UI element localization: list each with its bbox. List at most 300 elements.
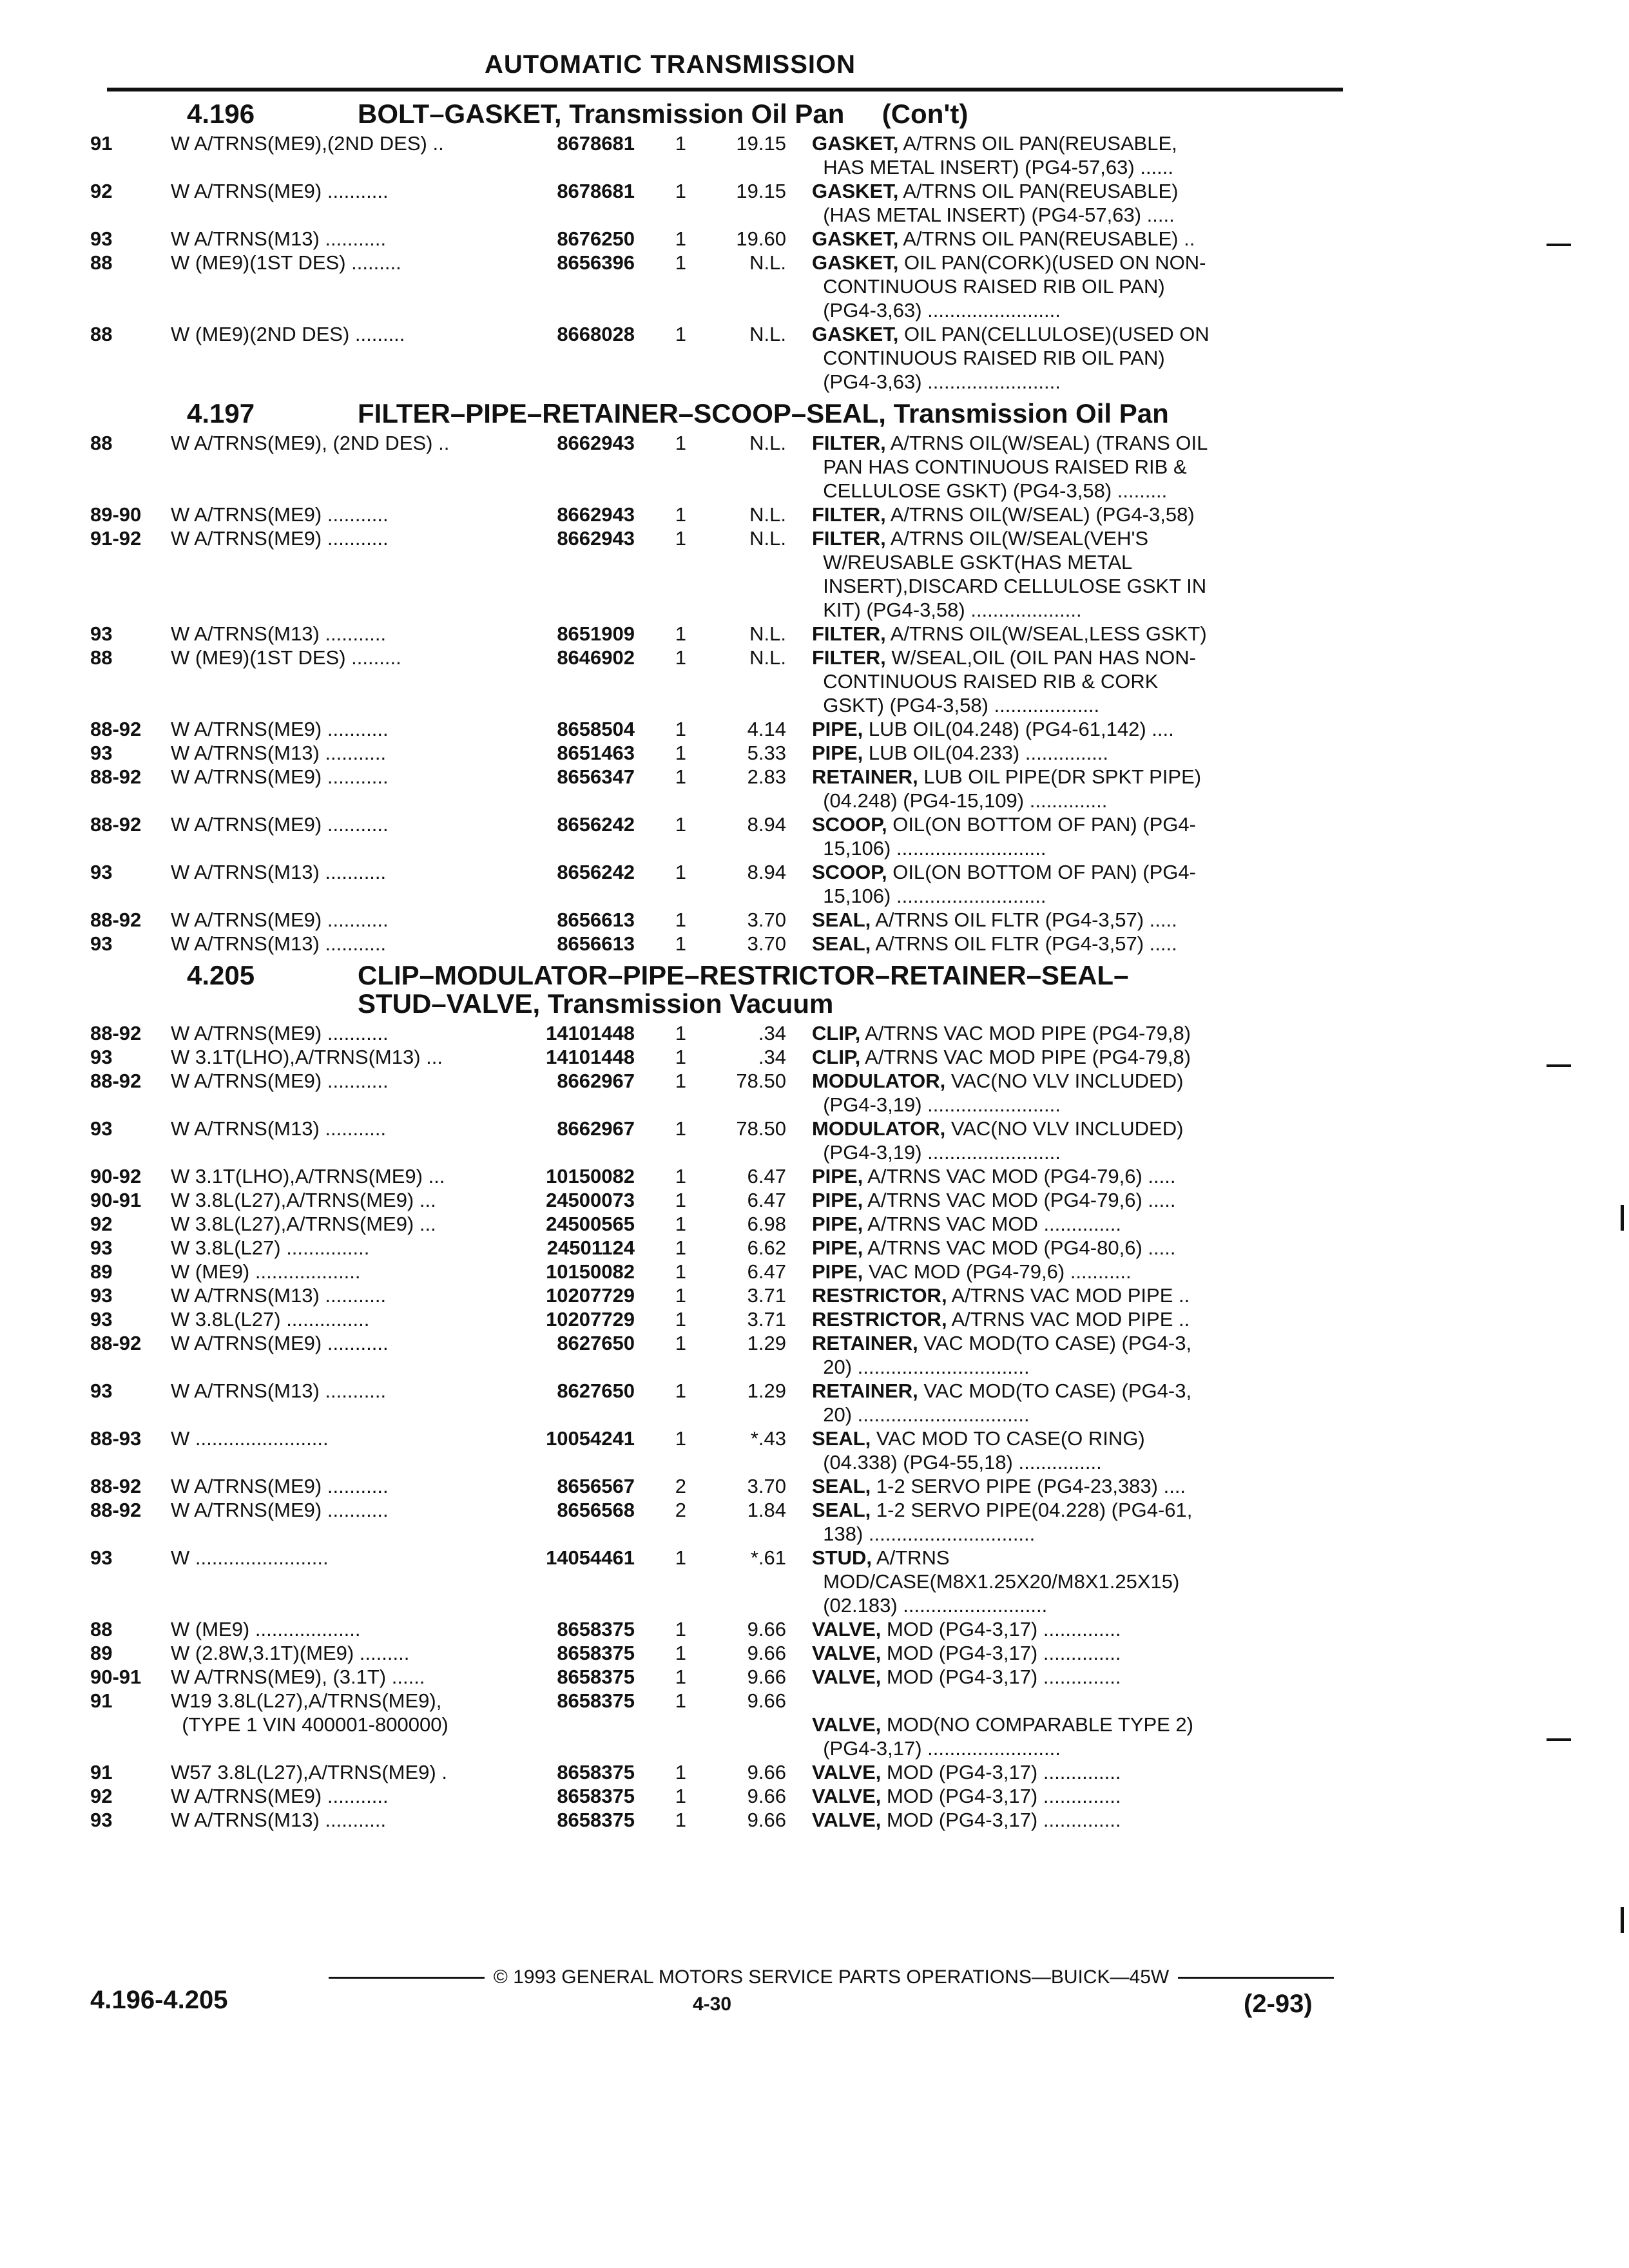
part-detail: MOD/CASE(M8X1.25X20/M8X1.25X15) [812,1570,1180,1593]
part-number: 8658375 [557,1689,635,1712]
margin-bar [1621,1205,1624,1231]
part-number: 8627650 [557,1332,635,1354]
model-year: 88-92 [90,765,142,788]
part-name: PIPE, [812,1260,863,1283]
application: W A/TRNS(ME9) ........... [171,1785,389,1807]
model-year: 91-92 [90,527,142,550]
part-number: 8662967 [557,1070,635,1092]
part-row [90,1474,1347,1498]
section-title: FILTER–PIPE–RETAINER–SCOOP–SEAL, Transmission Oil Pan [358,398,1169,428]
model-year: 90-91 [90,1189,142,1211]
part-detail: A/TRNS [872,1546,950,1569]
part-number: 8678681 [557,180,635,202]
model-year: 92 [90,1213,113,1235]
quantity: 1 [675,1642,686,1664]
part-detail: LUB OIL(04.248) (PG4-61,142) .... [863,718,1174,740]
application: W A/TRNS(ME9) ........... [171,1499,389,1521]
margin-tick [1547,1738,1571,1741]
part-detail: LUB OIL PIPE(DR SPKT PIPE) [918,765,1202,788]
part-name: PIPE, [812,1213,863,1235]
model-year: 89 [90,1260,113,1283]
model-year: 88 [90,646,113,669]
application: W A/TRNS(ME9) ........... [171,908,389,931]
description-line [812,574,1276,598]
part-detail: INSERT),DISCARD CELLULOSE GSKT IN [812,575,1207,597]
price: *.43 [750,1427,786,1450]
part-number: 8656396 [557,251,635,274]
part-row [90,1117,1347,1164]
part-row [90,1427,1347,1474]
section-number-spacer [90,989,358,1019]
section-number: 4.196 [187,99,255,129]
footer-page-number: 4-30 [693,1994,732,2015]
application: W A/TRNS(M13) ........... [171,1809,387,1831]
model-year: 88-92 [90,908,142,931]
part-detail: MOD (PG4-3,17) .............. [881,1642,1121,1664]
footer-copyright: © 1993 GENERAL MOTORS SERVICE PARTS OPERATIONS—BUICK—45W [493,1966,1170,1988]
part-number: 8656568 [557,1499,635,1521]
description-line [812,131,1276,155]
model-year: 88-92 [90,813,142,836]
part-detail: A/TRNS VAC MOD (PG4-80,6) ..... [863,1236,1176,1259]
part-row [90,860,1347,908]
part-row [90,1260,1347,1283]
part-row [90,1784,1347,1808]
price: 6.98 [747,1213,786,1235]
model-year: 92 [90,180,113,202]
description [786,526,1276,622]
part-row [90,1546,1347,1617]
price: 6.47 [747,1260,786,1283]
price: *.61 [750,1546,786,1569]
part-detail: A/TRNS OIL PAN(REUSABLE) [898,180,1179,202]
part-row [90,322,1347,394]
quantity: 1 [675,765,686,788]
part-number: 24500565 [546,1213,635,1235]
part-row [90,908,1347,932]
price: 3.71 [747,1284,786,1307]
description-line [812,1474,1276,1498]
part-number: 10207729 [546,1308,635,1331]
part-detail: (PG4-3,63) ........................ [812,370,1061,393]
part-name: GASKET, [812,251,899,274]
description [786,1808,1276,1832]
price: 6.47 [747,1189,786,1211]
quantity: 1 [675,646,686,669]
quantity: 1 [675,1689,686,1712]
part-detail: MOD (PG4-3,17) .............. [881,1761,1121,1783]
quantity: 1 [675,1070,686,1092]
part-name: CLIP, [812,1022,861,1044]
part-number: 8656613 [557,932,635,955]
part-detail: (HAS METAL INSERT) (PG4-57,63) ..... [812,204,1175,226]
description-line [812,1021,1276,1045]
price: 5.33 [747,742,786,764]
description-line [812,455,1276,479]
description-line [812,646,1276,669]
part-number: 10054241 [546,1427,635,1450]
model-year: 93 [90,1046,113,1068]
part-detail: (PG4-3,63) ........................ [812,299,1061,322]
description [786,1188,1276,1212]
quantity: 1 [675,742,686,764]
model-year: 90-91 [90,1666,142,1688]
application: W A/TRNS(ME9) ........... [171,718,389,740]
part-name: FILTER, [812,432,886,454]
part-name: PIPE, [812,1165,863,1187]
part-detail: A/TRNS OIL(W/SEAL) (PG4-3,58) [885,503,1195,526]
section-title: CLIP–MODULATOR–PIPE–RESTRICTOR–RETAINER–SEAL– [358,960,1129,990]
description [786,179,1276,227]
part-detail: A/TRNS VAC MOD .............. [863,1213,1122,1235]
application: W19 3.8L(L27),A/TRNS(ME9), (TYPE 1 VIN 400001-800000) [171,1689,448,1736]
model-year: 92 [90,1785,113,1807]
description-line [812,1331,1276,1355]
description-line [812,1236,1276,1260]
description [786,1260,1276,1283]
price: 9.66 [747,1761,786,1783]
description [786,908,1276,932]
part-name: VALVE, [812,1713,882,1736]
application: W 3.8L(L27) ............... [171,1308,370,1331]
description [786,1331,1276,1379]
description-line [812,1069,1276,1093]
part-row [90,1641,1347,1665]
part-detail: W/SEAL,OIL (OIL PAN HAS NON- [885,646,1196,669]
description-line [812,227,1276,251]
description-line [812,908,1276,932]
part-detail: 15,106) ........................... [812,885,1046,907]
price: N.L. [749,432,786,454]
price: 2.83 [747,765,786,788]
quantity: 1 [675,1284,686,1307]
quantity: 1 [675,813,686,836]
part-detail: HAS METAL INSERT) (PG4-57,63) ...... [812,156,1174,178]
description-line [812,836,1276,860]
model-year: 93 [90,1284,113,1307]
description [786,1689,1276,1760]
part-name: MODULATOR, [812,1070,946,1092]
description-line [812,550,1276,574]
description-line [812,812,1276,836]
application: W 3.1T(LHO),A/TRNS(M13) ... [171,1046,443,1068]
description-line [812,346,1276,370]
part-detail: A/TRNS VAC MOD PIPE .. [947,1308,1190,1331]
description [786,1784,1276,1808]
part-number: 8658375 [557,1785,635,1807]
part-name: RESTRICTOR, [812,1284,947,1307]
part-detail: OIL PAN(CELLULOSE)(USED ON [898,323,1210,345]
part-detail: VAC MOD(TO CASE) (PG4-3, [918,1332,1192,1354]
description-line [812,1355,1276,1379]
quantity: 1 [675,1761,686,1783]
application: W A/TRNS(M13) ........... [171,227,387,250]
model-year: 88-92 [90,718,142,740]
description [786,765,1276,812]
section-number: 4.205 [187,960,255,990]
part-number: 8658375 [557,1642,635,1664]
part-name: FILTER, [812,503,886,526]
description [786,1665,1276,1689]
price: 3.70 [747,1475,786,1497]
description-line [812,1164,1276,1188]
description-line [812,1045,1276,1069]
description-line [812,1641,1276,1665]
application: W (ME9)(1ST DES) ......... [171,251,401,274]
quantity: 1 [675,908,686,931]
part-row [90,765,1347,812]
description [786,717,1276,741]
part-row [90,1069,1347,1117]
part-number: 8656242 [557,861,635,883]
footer-copyright-line [329,1966,1334,1988]
description-line [812,884,1276,908]
description [786,1307,1276,1331]
price: 78.50 [736,1117,786,1140]
quantity: 1 [675,622,686,645]
description-line [812,1117,1276,1140]
margin-tick [1547,1064,1571,1067]
quantity: 1 [675,1546,686,1569]
part-number: 10150082 [546,1165,635,1187]
part-name: PIPE, [812,1236,863,1259]
description-line [812,155,1276,179]
description-line [812,669,1276,693]
part-row [90,1689,1347,1760]
description-line [812,1689,1276,1713]
application: W A/TRNS(ME9) ........... [171,180,389,202]
description-line [812,503,1276,526]
description-line [812,1570,1276,1593]
part-number: 8662943 [557,503,635,526]
quantity: 1 [675,1165,686,1187]
model-year: 93 [90,932,113,955]
model-year: 91 [90,1761,113,1783]
part-name: SCOOP, [812,813,887,836]
part-number: 14101448 [546,1022,635,1044]
description-line [812,1140,1276,1164]
part-detail: A/TRNS VAC MOD PIPE .. [947,1284,1190,1307]
application: W A/TRNS(M13) ........... [171,742,387,764]
price: 8.94 [747,813,786,836]
description-line [812,1593,1276,1617]
application: W A/TRNS(ME9) ........... [171,503,389,526]
quantity: 1 [675,251,686,274]
description [786,1760,1276,1784]
description-line [812,1260,1276,1283]
part-number: 8658375 [557,1809,635,1831]
part-row [90,526,1347,622]
part-detail: PAN HAS CONTINUOUS RAISED RIB & [812,456,1187,478]
part-name: SCOOP, [812,861,887,883]
price: .34 [758,1046,786,1068]
part-number: 8662967 [557,1117,635,1140]
part-number: 10150082 [546,1260,635,1283]
part-number: 8676250 [557,227,635,250]
price: 3.71 [747,1308,786,1331]
parts-listing [90,94,1347,1832]
margin-tick [1547,244,1571,246]
part-number: 8656613 [557,908,635,931]
description [786,812,1276,860]
quantity: 1 [675,1022,686,1044]
description-line [812,251,1276,274]
quantity: 1 [675,180,686,202]
part-row [90,1188,1347,1212]
part-detail: KIT) (PG4-3,58) .................... [812,599,1082,621]
quantity: 1 [675,1618,686,1640]
quantity: 1 [675,1332,686,1354]
price: 6.47 [747,1165,786,1187]
price: 3.70 [747,932,786,955]
description-line [812,179,1276,203]
part-detail: GSKT) (PG4-3,58) ................... [812,694,1100,716]
part-detail: OIL PAN(CORK)(USED ON NON- [898,251,1206,274]
part-detail: A/TRNS VAC MOD (PG4-79,6) ..... [863,1165,1176,1187]
description [786,1379,1276,1427]
quantity: 1 [675,132,686,155]
description-line [812,370,1276,394]
model-year: 93 [90,227,113,250]
application: W 3.8L(L27),A/TRNS(ME9) ... [171,1189,436,1211]
part-detail: A/TRNS OIL FLTR (PG4-3,57) ..... [871,908,1177,931]
part-name: VALVE, [812,1666,882,1688]
section-title: BOLT–GASKET, Transmission Oil Pan (Con't) [358,99,969,129]
description-line [812,622,1276,646]
part-number: 8658375 [557,1761,635,1783]
part-detail: OIL(ON BOTTOM OF PAN) (PG4- [887,861,1196,883]
part-detail: MOD (PG4-3,17) .............. [881,1666,1121,1688]
description-line [812,1522,1276,1546]
part-detail: CONTINUOUS RAISED RIB & CORK [812,670,1159,693]
part-number: 8678681 [557,132,635,155]
description [786,1641,1276,1665]
description [786,1164,1276,1188]
description-line [812,1713,1276,1736]
part-detail: (PG4-3,19) ........................ [812,1141,1061,1164]
part-row [90,1617,1347,1641]
part-detail: A/TRNS OIL PAN(REUSABLE, [898,132,1177,155]
part-row [90,1021,1347,1045]
part-name: VALVE, [812,1785,882,1807]
part-name: GASKET, [812,227,899,250]
part-number: 8656567 [557,1475,635,1497]
part-name: GASKET, [812,323,899,345]
description-line [812,765,1276,789]
model-year: 88 [90,251,113,274]
quantity: 1 [675,1189,686,1211]
margin-bar [1621,1907,1624,1933]
part-number: 24500073 [546,1189,635,1211]
part-name: SEAL, [812,1475,871,1497]
price: 9.66 [747,1666,786,1688]
application: W ........................ [171,1546,329,1569]
price: N.L. [749,251,786,274]
part-number: 8658375 [557,1666,635,1688]
description [786,932,1276,956]
description-line [812,1760,1276,1784]
part-name: GASKET, [812,180,899,202]
price: 8.94 [747,861,786,883]
part-detail: W/REUSABLE GSKT(HAS METAL [812,551,1133,573]
description-line [812,479,1276,503]
part-detail: CONTINUOUS RAISED RIB OIL PAN) [812,275,1165,298]
quantity: 1 [675,1117,686,1140]
part-name: PIPE, [812,742,863,764]
part-row [90,1307,1347,1331]
part-detail: 1-2 SERVO PIPE(04.228) (PG4-61, [871,1499,1193,1521]
part-name: FILTER, [812,622,886,645]
description-line [812,1736,1276,1760]
quantity: 1 [675,1308,686,1331]
part-name: CLIP, [812,1046,861,1068]
model-year: 93 [90,1809,113,1831]
price: 1.29 [747,1332,786,1354]
part-row [90,1331,1347,1379]
price: 19.60 [736,227,786,250]
part-detail: CELLULOSE GSKT) (PG4-3,58) ......... [812,479,1168,502]
description [786,1069,1276,1117]
part-name: STUD, [812,1546,872,1569]
part-detail: 15,106) ........................... [812,837,1046,860]
model-year: 93 [90,1308,113,1331]
description [786,227,1276,251]
price: 9.66 [747,1689,786,1712]
description [786,431,1276,503]
part-number: 8627650 [557,1379,635,1402]
part-detail: 138) .............................. [812,1523,1036,1545]
model-year: 89-90 [90,503,142,526]
application: W A/TRNS(ME9) ........... [171,813,389,836]
section-number: 4.197 [187,398,255,428]
part-detail: OIL(ON BOTTOM OF PAN) (PG4- [887,813,1196,836]
part-name: VALVE, [812,1761,882,1783]
part-row [90,717,1347,741]
part-row [90,1212,1347,1236]
description [786,1236,1276,1260]
description-line [812,1307,1276,1331]
price: 1.29 [747,1379,786,1402]
part-name: RETAINER, [812,765,918,788]
description-line [812,1498,1276,1522]
part-name: GASKET, [812,132,899,155]
model-year: 93 [90,1546,113,1569]
part-row [90,1760,1347,1784]
part-number: 10207729 [546,1284,635,1307]
part-number: 8646902 [557,646,635,669]
part-row [90,741,1347,765]
quantity: 1 [675,1666,686,1688]
section-heading-continued [90,989,1347,1019]
description [786,1546,1276,1617]
part-row [90,1498,1347,1546]
description [786,1021,1276,1045]
section-title-line2: STUD–VALVE, Transmission Vacuum [358,988,834,1019]
description-line [812,1093,1276,1117]
application: W A/TRNS(ME9),(2ND DES) .. [171,132,444,155]
description-line [812,932,1276,956]
description-line [812,789,1276,812]
model-year: 88-93 [90,1427,142,1450]
part-row [90,1379,1347,1427]
description-line [812,1546,1276,1570]
price: 19.15 [736,180,786,202]
price: 9.66 [747,1785,786,1807]
part-name: VALVE, [812,1642,882,1664]
part-detail: A/TRNS OIL(W/SEAL(VEH'S [885,527,1149,550]
part-number: 8658504 [557,718,635,740]
part-detail: A/TRNS OIL(W/SEAL) (TRANS OIL [885,432,1208,454]
